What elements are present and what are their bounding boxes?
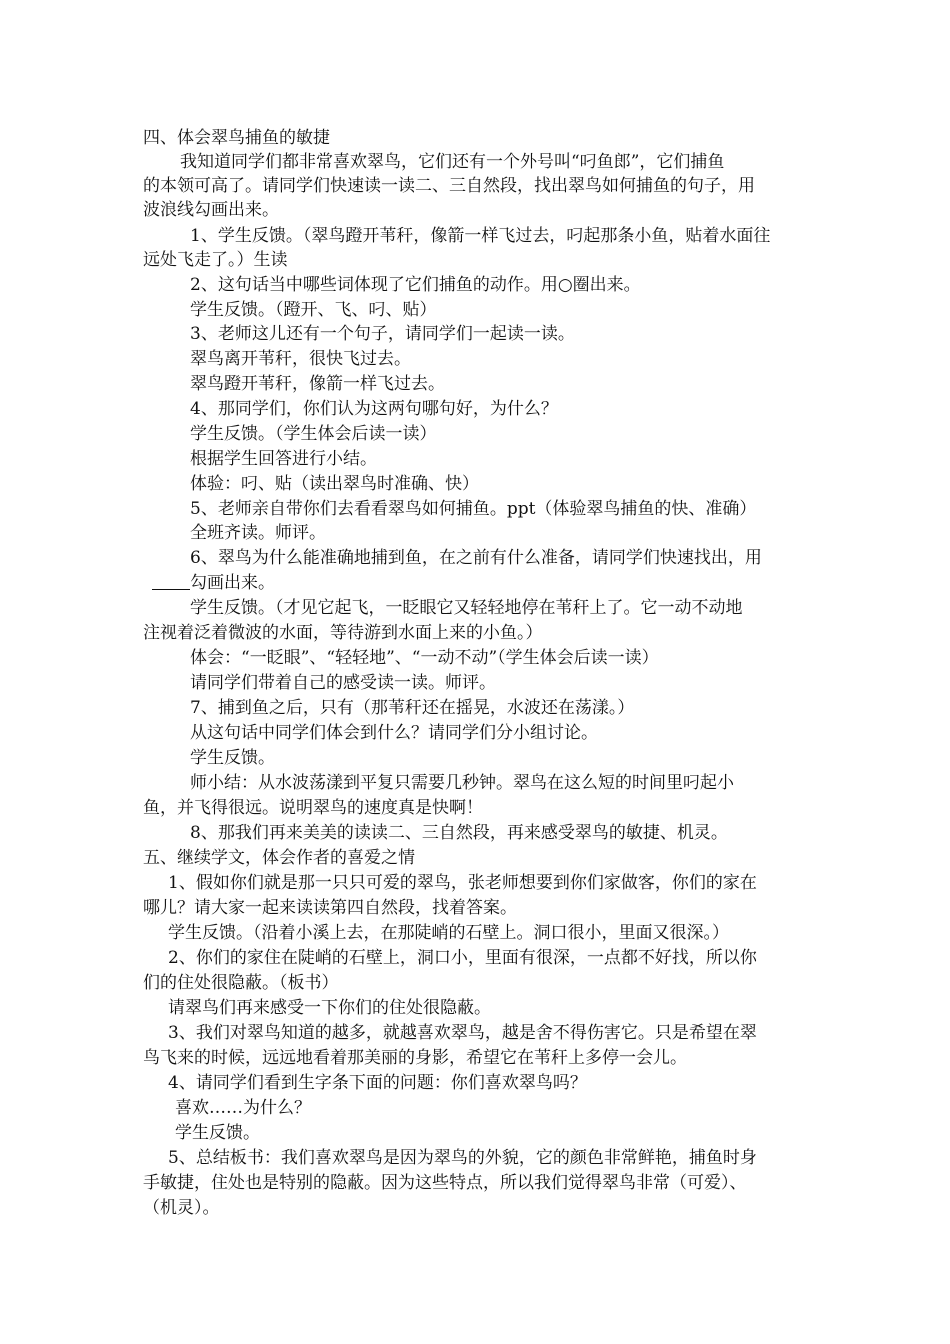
paragraph-line: 学生反馈。（沿着小溪上去，在那陡峭的石壁上。洞口很小，里面又很深。） bbox=[168, 923, 729, 943]
paragraph-line: 翠鸟离开苇秆，很快飞过去。 bbox=[190, 349, 411, 369]
section-5-heading: 五、继续学文，体会作者的喜爱之情 bbox=[143, 848, 415, 868]
paragraph-line: 远处飞走了。）生读 bbox=[143, 250, 288, 270]
paragraph-line: 3、老师这儿还有一个句子，请同学们一起读一读。 bbox=[190, 324, 575, 344]
paragraph-text: 勾画出来。 bbox=[190, 573, 275, 593]
paragraph-line: 学生反馈。（蹬开、飞、叼、贴） bbox=[190, 300, 437, 320]
paragraph-line bbox=[0, 571, 950, 595]
paragraph-line: 的本领可高了。请同学们快速读一读二、三自然段，找出翠鸟如何捕鱼的句子，用 bbox=[143, 176, 755, 196]
paragraph-line: 1、假如你们就是那一只只可爱的翠鸟，张老师想要到你们家做客，你们的家在 bbox=[168, 873, 757, 893]
paragraph-line: 3、我们对翠鸟知道的越多，就越喜欢翠鸟，越是舍不得伤害它。只是希望在翠 bbox=[168, 1023, 757, 1043]
section-4-heading: 四、体会翠鸟捕鱼的敏捷 bbox=[143, 128, 330, 148]
paragraph-line: 学生反馈。 bbox=[190, 748, 275, 768]
paragraph-line: 5、老师亲自带你们去看看翠鸟如何捕鱼。ppt（体验翠鸟捕鱼的快、准确） bbox=[190, 499, 757, 519]
paragraph-line: （机灵）。 bbox=[143, 1198, 220, 1218]
paragraph-line: 手敏捷，住处也是特别的隐蔽。因为这些特点，所以我们觉得翠鸟非常（可爱）、 bbox=[143, 1173, 747, 1193]
paragraph-line: 学生反馈。（才见它起飞，一眨眼它又轻轻地停在苇秆上了。它一动不动地 bbox=[190, 598, 743, 618]
paragraph-line: 2、这句话当中哪些词体现了它们捕鱼的动作。用○圈出来。 bbox=[190, 275, 641, 295]
paragraph-line: 鱼，并飞得很远。说明翠鸟的速度真是快啊！ bbox=[143, 798, 483, 818]
paragraph-line: 学生反馈。（学生体会后读一读） bbox=[190, 424, 437, 444]
paragraph-line: 注视着泛着微波的水面，等待游到水面上来的小鱼。） bbox=[143, 623, 543, 643]
paragraph-line: 1、学生反馈。（翠鸟蹬开苇秆，像箭一样飞过去，叼起那条小鱼，贴着水面往 bbox=[190, 226, 771, 246]
paragraph-line: 学生反馈。 bbox=[175, 1123, 260, 1143]
paragraph-line: 师小结：从水波荡漾到平复只需要几秒钟。翠鸟在这么短的时间里叼起小 bbox=[190, 773, 734, 793]
paragraph-line: 鸟飞来的时候，远远地看着那美丽的身影，希望它在苇秆上多停一会儿。 bbox=[143, 1048, 687, 1068]
paragraph-line: 请翠鸟们再来感受一下你们的住处很隐蔽。 bbox=[168, 998, 491, 1018]
paragraph-line: 体验：叼、贴（读出翠鸟时准确、快） bbox=[190, 474, 479, 494]
paragraph-line: 全班齐读。师评。 bbox=[190, 523, 326, 543]
paragraph-line: 体会：“一眨眼”、“轻轻地”、“一动不动”（学生体会后读一读） bbox=[190, 648, 659, 668]
paragraph-line: 根据学生回答进行小结。 bbox=[190, 449, 377, 469]
paragraph-line: 4、请同学们看到生字条下面的问题：你们喜欢翠鸟吗？ bbox=[168, 1073, 587, 1093]
paragraph-line: 请同学们带着自己的感受读一读。师评。 bbox=[190, 673, 496, 693]
paragraph-line: 8、那我们再来美美的读读二、三自然段，再来感受翠鸟的敏捷、机灵。 bbox=[190, 823, 728, 843]
paragraph-line: 4、那同学们，你们认为这两句哪句好，为什么？ bbox=[190, 399, 558, 419]
paragraph-line: 5、总结板书：我们喜欢翠鸟是因为翠鸟的外貌，它的颜色非常鲜艳，捕鱼时身 bbox=[168, 1148, 757, 1168]
paragraph-line: 从这句话中同学们体会到什么？请同学们分小组讨论。 bbox=[190, 723, 598, 743]
blank-underline bbox=[152, 572, 190, 590]
paragraph-line: 喜欢……为什么？ bbox=[175, 1098, 311, 1118]
paragraph-line: 翠鸟蹬开苇秆，像箭一样飞过去。 bbox=[190, 374, 445, 394]
paragraph-line: 哪儿？请大家一起来读读第四自然段，找着答案。 bbox=[143, 898, 517, 918]
paragraph-line: 6、翠鸟为什么能准确地捕到鱼，在之前有什么准备，请同学们快速找出，用 bbox=[190, 548, 762, 568]
paragraph-line: 7、捕到鱼之后，只有（那苇秆还在摇晃，水波还在荡漾。） bbox=[190, 698, 635, 718]
paragraph-line: 我知道同学们都非常喜欢翠鸟，它们还有一个外号叫“叼鱼郎”，它们捕鱼 bbox=[180, 152, 725, 172]
paragraph-line: 2、你们的家住在陡峭的石壁上，洞口小，里面有很深，一点都不好找，所以你 bbox=[168, 948, 757, 968]
paragraph-line: 们的住处很隐蔽。（板书） bbox=[143, 973, 339, 993]
paragraph-line: 波浪线勾画出来。 bbox=[143, 200, 279, 220]
